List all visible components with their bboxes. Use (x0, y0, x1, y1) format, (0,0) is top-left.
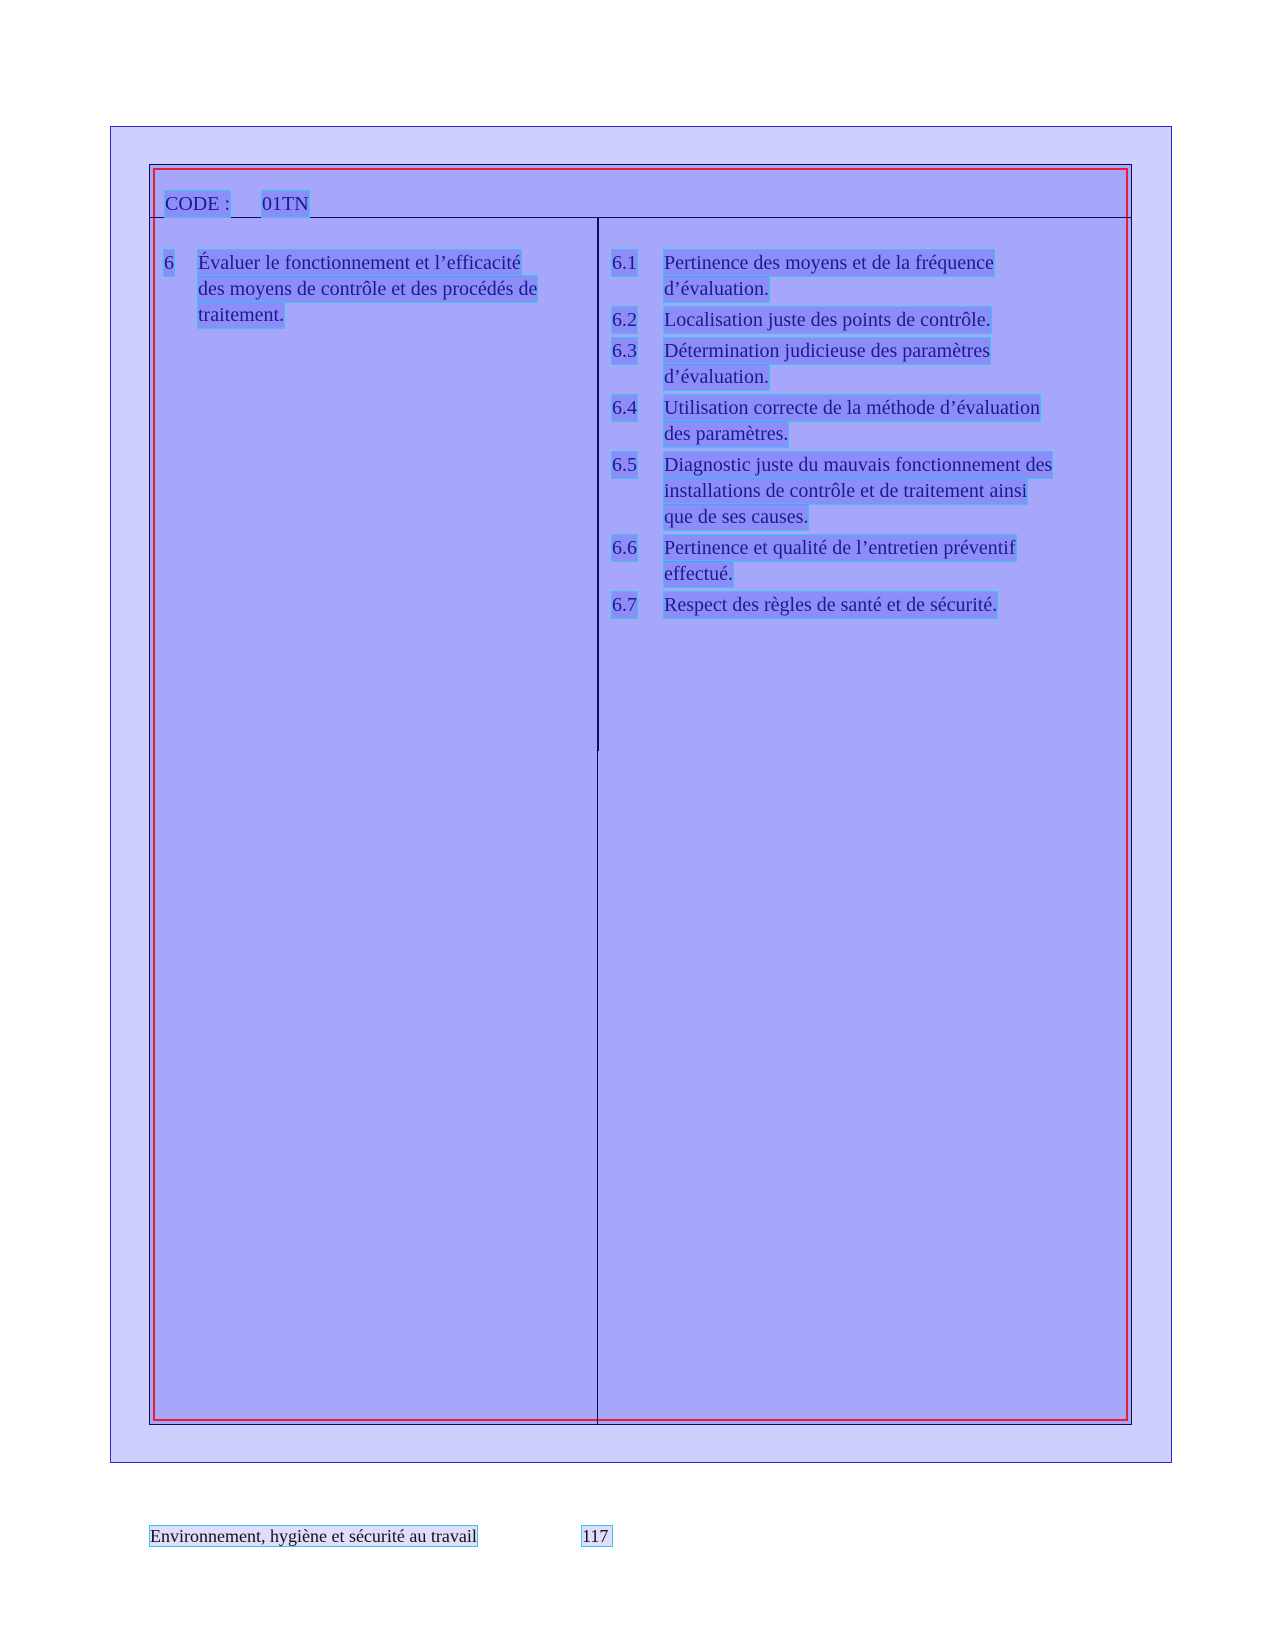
footer-title: Environnement, hygiène et sécurité au travail (150, 1526, 477, 1546)
footer-page-number: 117 (582, 1526, 612, 1546)
criterion-number: 6.2 (612, 309, 637, 331)
criterion-line: installations de contrôle et de traitement ainsi (664, 480, 1028, 502)
header-divider (149, 217, 1132, 218)
criterion-line: Localisation juste des points de contrôle. (664, 309, 991, 331)
criterion-line: Pertinence et qualité de l’entretien préventif (664, 537, 1016, 559)
competency-line: Évaluer le fonctionnement et l’efficacité (198, 252, 521, 274)
criterion-line: Diagnostic juste du mauvais fonctionnement des (664, 454, 1053, 476)
code-label: CODE : (165, 193, 230, 215)
criterion-line: Pertinence des moyens et de la fréquence (664, 252, 994, 274)
criterion-number: 6.7 (612, 594, 637, 616)
criterion-number: 6.4 (612, 397, 637, 419)
criterion-line: Respect des règles de santé et de sécurité. (664, 594, 998, 616)
criterion-line: d’évaluation. (664, 366, 769, 388)
criterion-number: 6.5 (612, 454, 637, 476)
competency-number: 6 (164, 252, 174, 274)
criterion-line: Détermination judicieuse des paramètres (664, 340, 990, 362)
criterion-line: des paramètres. (664, 423, 789, 445)
criterion-line: Utilisation correcte de la méthode d’évaluation (664, 397, 1040, 419)
criterion-line: d’évaluation. (664, 278, 769, 300)
criterion-line: que de ses causes. (664, 506, 809, 528)
criterion-line: effectué. (664, 563, 734, 585)
competency-line: des moyens de contrôle et des procédés de (198, 278, 538, 300)
column-divider-bold (597, 217, 599, 751)
criterion-number: 6.1 (612, 252, 637, 274)
criterion-number: 6.3 (612, 340, 637, 362)
code-value: 01TN (262, 193, 309, 215)
competency-line: traitement. (198, 304, 285, 326)
criterion-number: 6.6 (612, 537, 637, 559)
